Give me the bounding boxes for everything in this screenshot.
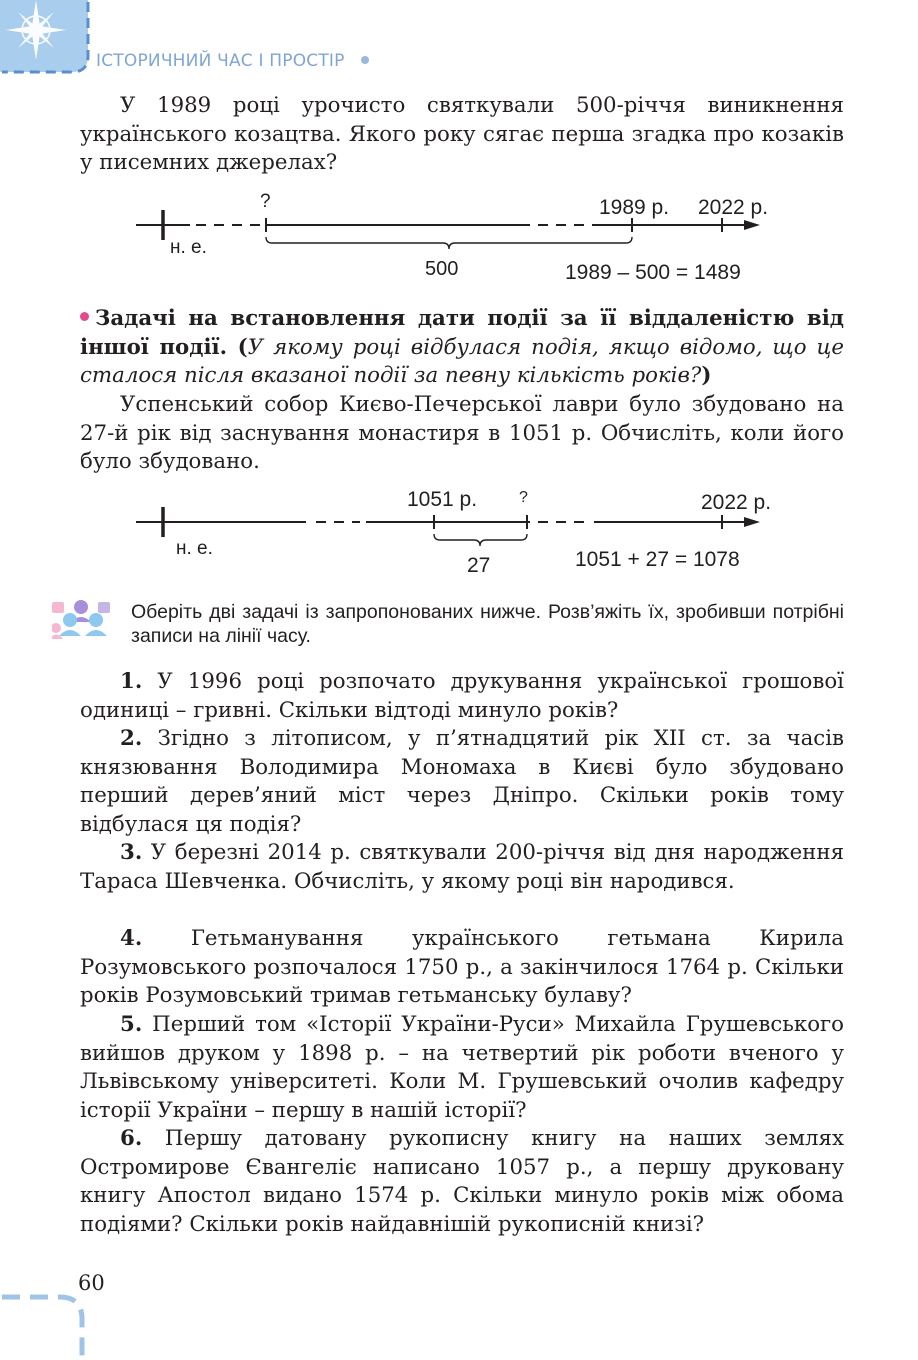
task-number: 4. bbox=[120, 926, 143, 951]
task-text: У березні 2014 р. святкували 200-річчя від дня народження Тараса Шевченка. Обчисліть, у якому році він народився. bbox=[80, 840, 844, 894]
paren-open: ( bbox=[227, 334, 248, 360]
task-number: 5. bbox=[120, 1012, 143, 1037]
header-dot bbox=[361, 56, 369, 64]
unknown-date-label: ? bbox=[519, 489, 528, 506]
task-text: Першу датовану рукописну книгу на наших землях Остромирове Євангеліє написано 1057 р., а першу друковану книгу Апостол видано 1574 р. Скільки минуло років між обома подіями? Скільки років найдавнішій рукописній книзі? bbox=[80, 1126, 844, 1237]
section-header bbox=[96, 51, 369, 71]
task-item-1 bbox=[80, 668, 844, 725]
group-people-icon bbox=[52, 598, 116, 640]
task-type-paragraph bbox=[80, 305, 844, 391]
task-text: Гетьманування українського гетьмана Кирила Розумовського розпочалося 1750 р., а закінчилося 1764 р. Скільки років Розумовський тримав гетьманську булаву? bbox=[80, 926, 844, 1009]
task-type-bold: Задачі на встановлення дати події за її віддаленістю від іншої події. bbox=[80, 306, 844, 360]
span-label: 500 bbox=[425, 258, 459, 280]
date-label-2022: 2022 р. bbox=[701, 491, 772, 514]
task-text: Перший том «Історії України-Руси» Михайла Грушевського вийшов друком у 1898 р. – на четвертий рік роботи вченого у Львівському університеті. Коли М. Грушевський очолив кафедру історії України – першу в нашій історії? bbox=[80, 1012, 844, 1123]
era-label: н. е. bbox=[170, 237, 207, 258]
timeline-2 bbox=[0, 482, 918, 582]
date-label-2022: 2022 р. bbox=[698, 196, 769, 219]
task-item-3 bbox=[80, 839, 844, 896]
section-title: ІСТОРИЧНИЙ ЧАС І ПРОСТІР bbox=[96, 51, 345, 71]
era-label: н. е. bbox=[176, 538, 213, 559]
corner-decoration bbox=[0, 1285, 100, 1360]
bullet-dot bbox=[80, 312, 89, 321]
task-number: 3. bbox=[120, 840, 143, 865]
unknown-date-label: ? bbox=[260, 191, 271, 212]
task-text: У 1996 році розпочато друкування української грошової одиниці – гривні. Скільки відтоді минуло років? bbox=[80, 669, 844, 723]
formula-label: 1989 – 500 = 1489 bbox=[565, 261, 741, 284]
page-number: 60 bbox=[78, 1271, 105, 1295]
task-item-4 bbox=[80, 925, 844, 1011]
example-paragraph: Успенський собор Києво-Печерської лаври було збудовано на 27-й рік від заснування монастиря в 1051 р. Обчисліть, коли його було збудовано. bbox=[80, 392, 844, 475]
timeline-1 bbox=[0, 185, 918, 290]
compass-rose-icon bbox=[0, 0, 92, 76]
task-text: Згідно з літописом, у п’ятнадцятий рік XII ст. за часів князювання Володимира Мономаха в Києві було збудовано перший дерев’яний міст через Дніпро. Скільки років тому відбулася ця подія? bbox=[80, 726, 844, 837]
span-label: 27 bbox=[467, 554, 491, 577]
task-type-italic: У якому році відбулася подія, якщо відомо, що це сталося після вказаної події за певну кількість років? bbox=[80, 334, 844, 389]
date-label-1989: 1989 р. bbox=[599, 196, 670, 219]
formula-label: 1051 + 27 = 1078 bbox=[575, 548, 740, 571]
task-item-6 bbox=[80, 1125, 844, 1239]
task-number: 1. bbox=[120, 669, 143, 694]
intro-paragraph: У 1989 році урочисто святкували 500-річчя виникнення українського козацтва. Якого року сягає перша згадка про козаків у писемних джерелах? bbox=[80, 93, 844, 176]
task-number: 6. bbox=[120, 1126, 143, 1151]
task-number: 2. bbox=[120, 726, 143, 751]
task-item-5 bbox=[80, 1011, 844, 1125]
paren-close: ) bbox=[701, 363, 712, 389]
date-label-1051: 1051 р. bbox=[407, 488, 478, 511]
task-item-2 bbox=[80, 725, 844, 839]
instruction-text: Оберіть дві задачі із запропонованих нижче. Розв’яжіть їх, зробивши потрібні записи на лінії часу. bbox=[131, 601, 844, 647]
